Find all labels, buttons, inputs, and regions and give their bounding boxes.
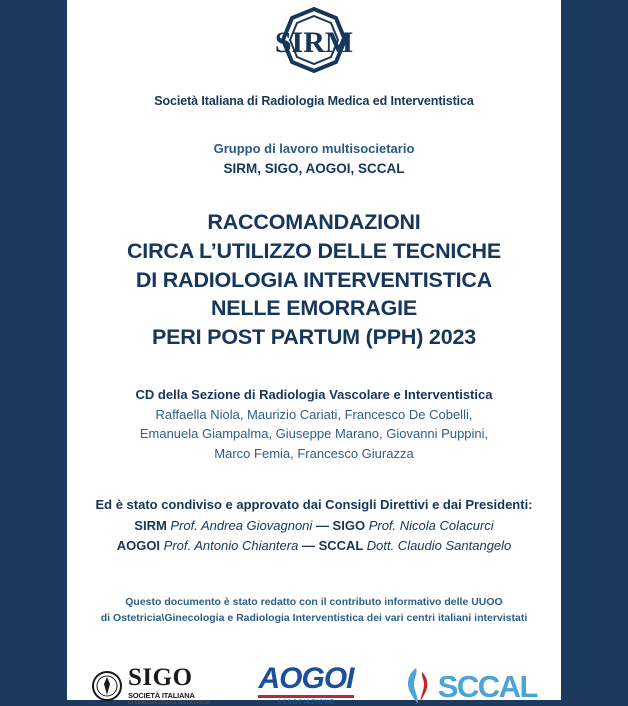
sigo-logo-subtext2: DI GINECOLOGIA E OSTETRICIA: [128, 701, 210, 706]
approval-sigo-label: — SIGO: [316, 518, 365, 533]
approval-block: [81, 495, 547, 555]
approval-aogoi-name: Prof. Antonio Chiantera: [164, 538, 299, 553]
authors-line-1: Raffaella Niola, Maurizio Cariati, Francesco De Cobelli,: [81, 405, 547, 425]
society-name: Società Italiana di Radiologia Medica ed Interventistica: [81, 94, 547, 108]
note-line-1: Questo documento è stato redatto con il contributo informativo delle UUOO: [81, 594, 547, 610]
approval-sccal-label: — SCCAL: [302, 538, 363, 553]
sccal-logo-text: SCCAL: [438, 671, 537, 702]
aogoi-logo: [258, 664, 353, 706]
title-line-3: DI RADIOLOGIA INTERVENTISTICA: [81, 266, 547, 295]
approval-heading: Ed è stato condiviso e approvato dai Consigli Direttivi e dai Presidenti:: [81, 495, 547, 515]
approval-sirm-label: SIRM: [134, 518, 167, 533]
sigo-logo-text: SIGO: [128, 665, 210, 690]
approval-line-2: [81, 536, 547, 556]
title-line-1: RACCOMANDAZIONI: [81, 208, 547, 237]
aogoi-logo-bar: [258, 695, 353, 698]
sigo-logo-subtext: SOCIETÀ ITALIANA: [128, 692, 210, 700]
group-line-1: Gruppo di lavoro multisocietario: [81, 140, 547, 159]
sccal-logo: [402, 666, 537, 706]
approval-sigo-name: Prof. Nicola Colacurci: [369, 518, 494, 533]
note-block: [81, 594, 547, 627]
note-line-2: di Ostetricia\Ginecologia e Radiologia Interventistica dei vari centri italiani intervistati: [81, 610, 547, 626]
title-line-5: PERI POST PARTUM (PPH) 2023: [81, 323, 547, 352]
approval-line-1: [81, 516, 547, 536]
approval-sirm-name: Prof. Andrea Giovagnoni: [170, 518, 312, 533]
approval-aogoi-label: AOGOI: [117, 538, 160, 553]
svg-text:SIRM: SIRM: [275, 26, 353, 59]
title-line-2: CIRCA L’UTILIZZO DELLE TECNICHE: [81, 237, 547, 266]
sirm-logo-icon: [269, 6, 359, 84]
sigo-emblem-icon: [91, 670, 123, 702]
sirm-logo-wrap: [81, 0, 547, 84]
approval-sccal-name: Dott. Claudio Santangelo: [367, 538, 512, 553]
group-line-2: SIRM, SIGO, AOGOI, SCCAL: [81, 159, 547, 179]
authors-line-2: Emanuela Giampalma, Giuseppe Marano, Giovanni Puppini,: [81, 424, 547, 444]
document-title: [81, 208, 547, 351]
footer-logos: [81, 644, 547, 706]
group-block: [81, 140, 547, 178]
aogoi-logo-text: AOGOI: [258, 664, 353, 694]
aogoi-logo-subtext: ASSOCIAZIONE: [258, 700, 353, 706]
authors-block: [81, 385, 547, 463]
authors-heading: CD della Sezione di Radiologia Vascolare e Interventistica: [81, 385, 547, 405]
sigo-logo: [91, 665, 210, 706]
title-line-4: NELLE EMORRAGIE: [81, 294, 547, 323]
document-sheet: [67, 0, 561, 700]
sccal-emblem-icon: [402, 666, 436, 706]
authors-line-3: Marco Femia, Francesco Giurazza: [81, 444, 547, 464]
